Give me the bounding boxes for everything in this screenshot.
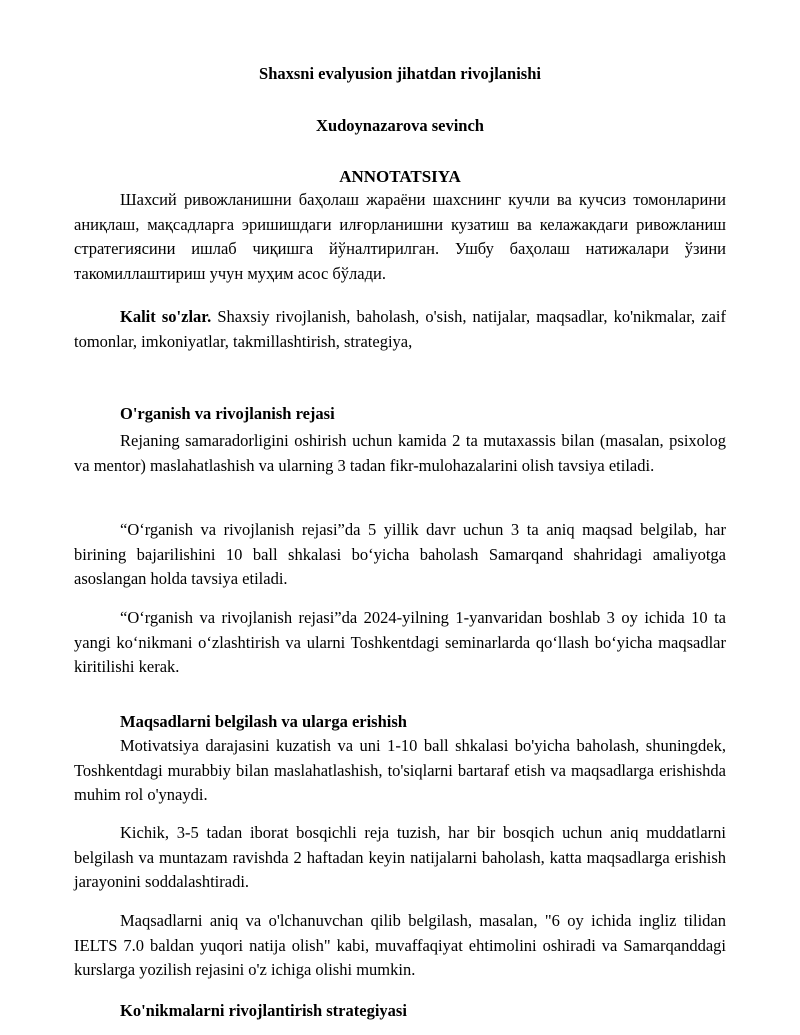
section-paragraph: “O‘rganish va rivojlanish rejasi”da 5 yillik davr uchun 3 ta aniq maqsad belgilab, har birining bajarilishini 10 ball shkalasi bo‘yicha baholash Samarqand shahridagi amaliyotga asoslangan holda tavsiya etiladi. bbox=[74, 520, 726, 588]
section-paragraph: Maqsadlarni aniq va o'lchanuvchan qilib belgilash, masalan, "6 oy ichida ingliz tilidan IELTS 7.0 baldan yuqori natija olish" kabi, muvaffaqiyat ehtimolini oshiradi va Samarqanddagi kurslarga yozilish rejasini o'z ichiga olishi mumkin. bbox=[74, 911, 726, 979]
annotation-heading: ANNOTATSIYA bbox=[339, 167, 461, 186]
section-paragraph: Kichik, 3-5 tadan iborat bosqichli reja tuzish, har bir bosqich uchun aniq muddatlarni belgilash va muntazam ravishda 2 haftadan keyin natijalarni baholash, katta maqsadlarga erishish jarayonini soddalashtiradi. bbox=[74, 823, 726, 891]
section-paragraph: Rejaning samaradorligini oshirish uchun kamida 2 ta mutaxassis bilan (masalan, psixolog va mentor) maslahatlashish va ularning 3 tadan fikr-mulohazalarini olish tavsiya etiladi. bbox=[74, 431, 726, 475]
keywords-paragraph bbox=[74, 305, 726, 354]
section-paragraph: “O‘rganish va rivojlanish rejasi”da 2024-yilning 1-yanvaridan boshlab 3 oy ichida 10 ta yangi ko‘nikmani o‘zlashtirish va ularni Toshkentdagi seminarlarda qo‘llash bo‘yicha maqsadlar kiritilishi kerak. bbox=[74, 608, 726, 676]
author-name: Xudoynazarova sevinch bbox=[316, 116, 484, 135]
keywords-label: Kalit so'zlar. bbox=[120, 307, 212, 326]
document-title: Shaxsni evalyusion jihatdan rivojlanishi bbox=[259, 64, 541, 83]
section-heading: Ko'nikmalarni rivojlantirish strategiyasi bbox=[120, 1001, 407, 1020]
section-paragraph: Motivatsiya darajasini kuzatish va uni 1-10 ball shkalasi bo'yicha baholash, shuningdek, Toshkentdagi murabbiy bilan maslahatlashish, to'siqlarni bartaraf etish va maqsadlarga erishishda muhim rol o'ynaydi. bbox=[74, 736, 726, 804]
section-heading: Maqsadlarni belgilash va ularga erishish bbox=[120, 712, 407, 731]
keywords-text: Shaxsiy rivojlanish, baholash, o'sish, natijalar, maqsadlar, ko'nikmalar, zaif tomonlar, imkoniyatlar, takmillashtirish, strategiya, bbox=[74, 307, 726, 351]
section-heading: O'rganish va rivojlanish rejasi bbox=[120, 404, 335, 423]
annotation-paragraph: Шахсий ривожланишни баҳолаш жараёни шахснинг кучли ва кучсиз томонларини аниқлаш, мақсадларга эришишдаги илғорланишни кузатиш ва келажакдаги ривожланиш стратегиясини ишлаб чиқишга йўналтирилган. Ушбу баҳолаш натижалари ўзини такомиллаштириш учун муҳим асос бўлади. bbox=[74, 190, 726, 283]
